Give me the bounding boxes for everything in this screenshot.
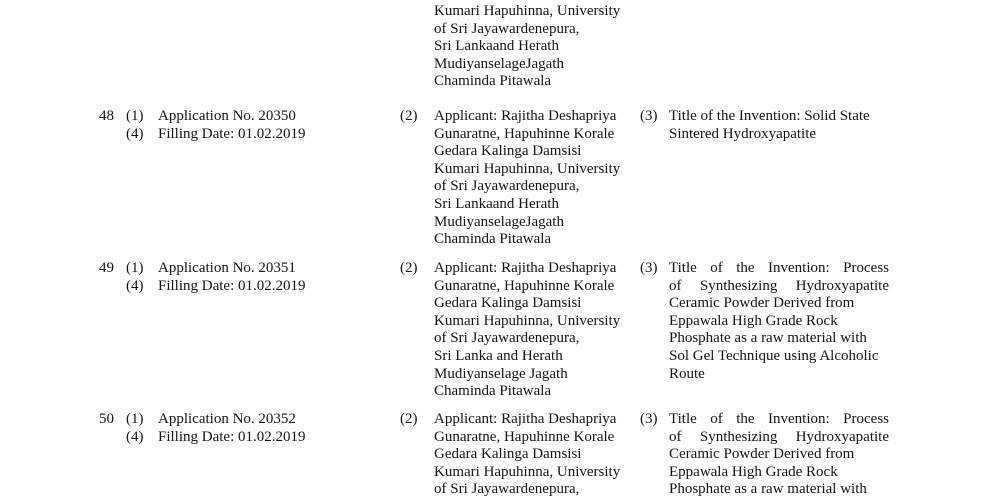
field-label-4: (4): [126, 277, 144, 294]
field-label-1: (1): [126, 411, 144, 427]
applicant-line: Applicant: Rajitha Deshapriya: [434, 411, 617, 427]
title-line: Route: [669, 365, 705, 382]
application-number: Application No. 20352: [158, 411, 296, 427]
title-line: of Synthesizing Hydroxyapatite: [669, 428, 889, 445]
field-label-3: (3): [640, 108, 658, 124]
title-line: Title of the Invention: Solid State: [669, 108, 870, 124]
applicant-line: of Sri Jayawardenepura,: [434, 20, 580, 37]
invention-title: [669, 411, 889, 499]
title-line: Sol Gel Technique using Alcoholic: [669, 347, 879, 364]
applicant-line: Gedara Kalinga Damsisi: [434, 143, 582, 160]
field-label-1: (1): [126, 108, 144, 124]
applicant: [434, 108, 634, 249]
application-number: Application No. 20351: [158, 260, 296, 276]
entry-number: 49: [99, 260, 114, 276]
invention-title: [669, 260, 889, 383]
title-line: Ceramic Powder Derived from: [669, 295, 855, 312]
title-line: Title of the Invention: Process: [669, 260, 889, 276]
title-line: of Synthesizing Hydroxyapatite: [669, 277, 889, 294]
applicant-line: Kumari Hapuhinna, University: [434, 160, 621, 177]
applicant-line: Sri Lanka and Herath: [434, 347, 563, 364]
field-label-3: (3): [640, 260, 658, 276]
title-line: Title of the Invention: Process: [669, 411, 889, 427]
applicant-line: Mudiyanselage Jagath: [434, 365, 568, 382]
field-label-4: (4): [126, 125, 144, 142]
applicant-line: Chaminda Pitawala: [434, 73, 552, 90]
applicant-line: Applicant: Rajitha Deshapriya: [434, 108, 617, 124]
applicant-line: Applicant: Rajitha Deshapriya: [434, 260, 617, 276]
application-number: Application No. 20350: [158, 108, 296, 124]
applicant-line: Gunaratne, Hapuhinne Korale: [434, 428, 615, 445]
field-label-2: (2): [400, 260, 418, 276]
filing-date: Filling Date: 01.02.2019: [158, 428, 306, 445]
applicant-line: Kumari Hapuhinna, University: [434, 463, 621, 480]
title-line: Phosphate as a raw material with: [669, 330, 867, 347]
applicant-continuation: [434, 0, 634, 91]
applicant-line: Gedara Kalinga Damsisi: [434, 295, 582, 312]
applicant-line: Chaminda Pitawala: [434, 383, 552, 400]
applicant-line: Chaminda Pitawala: [434, 231, 552, 248]
field-label-3: (3): [640, 411, 658, 427]
field-label-2: (2): [400, 108, 418, 124]
applicant-line: Gunaratne, Hapuhinne Korale: [434, 125, 615, 142]
applicant-line: of Sri Jayawardenepura,: [434, 481, 580, 498]
entry-number: 48: [99, 108, 114, 124]
title-line: Sintered Hydroxyapatite: [669, 125, 817, 142]
applicant-line: of Sri Jayawardenepura,: [434, 330, 580, 347]
applicant-line: MudiyanselageJagath: [434, 55, 564, 72]
field-label-2: (2): [400, 411, 418, 427]
title-line: Phosphate as a raw material with: [669, 481, 867, 498]
applicant: [434, 411, 634, 499]
title-line: Eppawala High Grade Rock: [669, 312, 838, 329]
applicant-line: MudiyanselageJagath: [434, 213, 564, 230]
applicant-line: Sri Lankaand Herath: [434, 38, 559, 55]
invention-title: [669, 108, 889, 143]
title-line: Ceramic Powder Derived from: [669, 446, 855, 463]
applicant-line: Sri Lankaand Herath: [434, 195, 559, 212]
field-label-4: (4): [126, 428, 144, 445]
field-label-1: (1): [126, 260, 144, 276]
applicant-line: Kumari Hapuhinna, University: [434, 312, 621, 329]
applicant-line: Gedara Kalinga Damsisi: [434, 446, 582, 463]
filing-date: Filling Date: 01.02.2019: [158, 277, 306, 294]
filing-date: Filling Date: 01.02.2019: [158, 125, 306, 142]
applicant-line: Gunaratne, Hapuhinne Korale: [434, 277, 615, 294]
title-line: Eppawala High Grade Rock: [669, 463, 838, 480]
applicant-line: of Sri Jayawardenepura,: [434, 178, 580, 195]
applicant-line: Kumari Hapuhinna, University: [434, 3, 621, 19]
applicant: [434, 260, 634, 401]
entry-number: 50: [99, 411, 114, 427]
